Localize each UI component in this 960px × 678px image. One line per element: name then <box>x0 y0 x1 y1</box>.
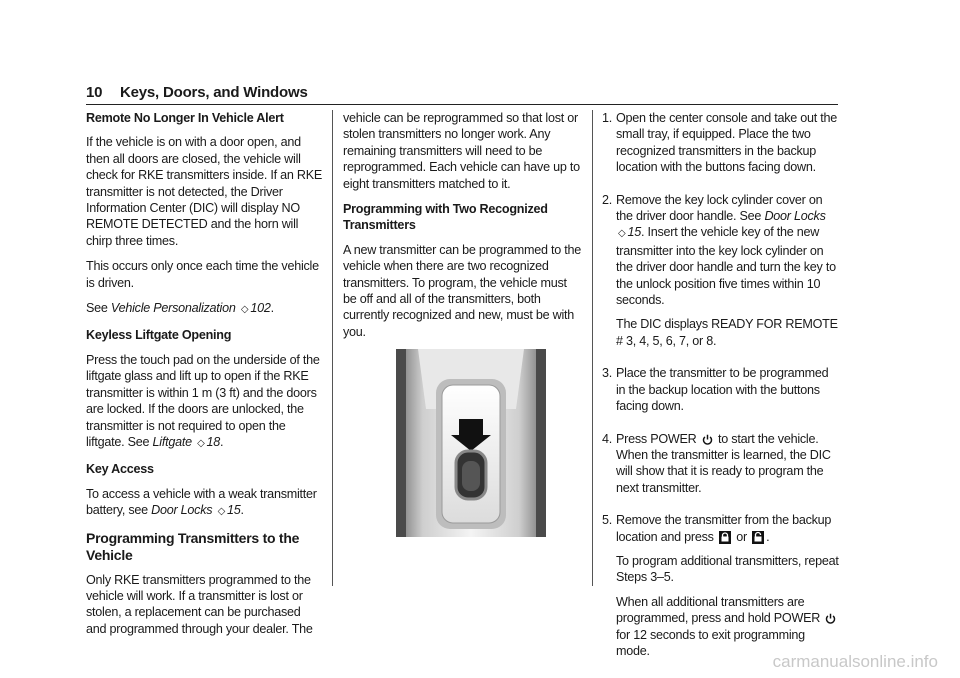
step-text <box>616 512 840 545</box>
watermark: carmanualsonline.info <box>772 652 938 671</box>
step-5-text-pre: Remove the transmitter from the backup location and press <box>616 513 832 544</box>
step-5-note-1: To program additional transmitters, repeat Steps 3–5. <box>616 553 839 585</box>
page-reference-icon: ◇ <box>197 437 205 449</box>
step-3 <box>602 365 840 422</box>
liftgate-link[interactable]: Liftgate <box>152 434 192 449</box>
step-5-text-post: . <box>766 529 770 544</box>
page-number: 10 <box>86 84 103 101</box>
page-reference-icon: ◇ <box>240 304 249 316</box>
column-divider <box>332 110 333 586</box>
key-access-paragraph: To access a vehicle with a weak transmitter battery, see Door Locks ◇ 15. <box>86 486 324 521</box>
page-reference-icon: ◇ <box>217 506 226 518</box>
step-2-note: The DIC displays READY FOR REMOTE # 3, 4, 5, 6, 7, or 8. <box>616 317 838 348</box>
console-right-edge <box>536 349 546 537</box>
step-number: 3. <box>602 366 613 381</box>
programming-transmitters-heading: Programming Transmitters to the Vehicle <box>86 529 300 563</box>
step-5-text-mid: or <box>736 529 747 544</box>
step-text: Place the transmitter to be programmed in the backup location with the buttons facing down. <box>616 366 829 414</box>
step-number: 2. <box>602 192 613 207</box>
vehicle-personalization-link[interactable]: Vehicle Personalization <box>110 301 236 316</box>
step-4-text-pre: Press POWER <box>616 431 697 446</box>
page-header <box>86 82 838 105</box>
column-1 <box>86 110 324 646</box>
power-icon <box>825 613 836 624</box>
door-locks-page[interactable]: 15 <box>227 503 241 518</box>
power-icon <box>702 434 713 445</box>
key-access-text: To access a vehicle with a weak transmitter battery, see <box>86 486 317 518</box>
step-2-text-pre: Remove the key lock cylinder cover on the driver door handle. See <box>616 192 823 224</box>
keyless-liftgate-text: Press the touch pad on the underside of the liftgate glass and lift up to open if the RKE transmitter is within 1 m (3 ft) and the doors are locked. If the doors are unlocked, the transmitter is not required to open the liftgate. See <box>86 352 320 449</box>
step-2 <box>602 192 840 358</box>
step-number: 5. <box>602 513 613 528</box>
step-number: 4. <box>602 431 613 446</box>
key-access-heading: Key Access <box>86 462 154 477</box>
console-backup-location-illustration <box>396 349 546 537</box>
step-4-text-post: to start the vehicle. When the transmitter is learned, the DIC will show that it is ready to program the next transmitter. <box>616 431 831 495</box>
two-recognized-paragraph: A new transmitter can be programmed to the vehicle when there are two recognized transmitters. To program, the vehicle must be off and all of the transmitters, both currently recognized and new, must be with you. <box>343 242 581 339</box>
step-number: 1. <box>602 111 613 125</box>
chapter-title: Keys, Doors, and Windows <box>120 84 308 101</box>
lock-icon <box>719 531 731 544</box>
transmitter-buttons <box>462 461 480 491</box>
step-5-note-2-post: for 12 seconds to exit programming mode. <box>616 627 805 658</box>
door-locks-link[interactable]: Door Locks <box>151 503 213 518</box>
step-text <box>616 431 840 497</box>
two-recognized-heading: Programming with Two Recognized Transmitters <box>343 202 548 233</box>
door-locks-page[interactable]: 15 <box>627 225 641 240</box>
programming-continued-paragraph: vehicle can be reprogrammed so that lost or stolen transmitters no longer work. Any remaining transmitters will need to be reprogrammed. Each vehicle can have up to eight transmitters matched to it. <box>343 111 580 191</box>
remote-alert-paragraph-1: If the vehicle is on with a door open, and then all doors are closed, the vehicle will check for RKE transmitters inside. If an RKE transmitter is not detected, the Driver Information Center (DIC) will display NO REMOTE DETECTED and the horn will chirp three times. <box>86 135 323 248</box>
step-5-note-2 <box>616 594 840 660</box>
remote-alert-paragraph-2: This occurs only once each time the vehicle is driven. <box>86 259 319 290</box>
step-2-text-post: . Insert the vehicle key of the new transmitter into the key lock cylinder on the driver door handle and turn the key to the unlock position five times within 10 seconds. <box>616 225 836 308</box>
step-1 <box>602 110 840 184</box>
page-reference-icon: ◇ <box>618 228 626 240</box>
column-3 <box>602 110 840 675</box>
liftgate-page[interactable]: 18 <box>206 434 221 449</box>
remote-alert-heading: Remote No Longer In Vehicle Alert <box>86 111 284 125</box>
console-illustration-svg <box>396 349 546 537</box>
step-4 <box>602 431 840 505</box>
keyless-liftgate-heading: Keyless Liftgate Opening <box>86 328 232 343</box>
step-5 <box>602 512 840 667</box>
step-5-note-2-pre: When all additional transmitters are programmed, press and hold POWER <box>616 594 821 626</box>
vehicle-personalization-page[interactable]: 102 <box>250 301 271 316</box>
see-personalization: See Vehicle Personalization ◇ 102. <box>86 300 324 318</box>
column-2 <box>343 110 583 537</box>
column-divider <box>592 110 593 586</box>
keyless-liftgate-paragraph: Press the touch pad on the underside of the liftgate glass and lift up to open if the RKE transmitter is within 1 m (3 ft) and the doors are locked. If the doors are unlocked, the transmitter is not required to open the liftgate. See Liftgate ◇ 18. <box>86 352 324 452</box>
door-locks-link[interactable]: Door Locks <box>764 209 826 224</box>
programming-paragraph: Only RKE transmitters programmed to the vehicle will work. If a transmitter is lost or stolen, a replacement can be purchased and programmed through your dealer. The <box>86 572 313 636</box>
arrow-shaft <box>459 419 483 435</box>
step-text <box>616 192 840 309</box>
unlock-icon <box>752 531 764 544</box>
console-left-edge <box>396 349 406 537</box>
see-prefix: See <box>86 301 108 316</box>
step-text: Open the center console and take out the small tray, if equipped. Place the two recognized transmitters in the backup location with the buttons facing down. <box>616 111 838 175</box>
